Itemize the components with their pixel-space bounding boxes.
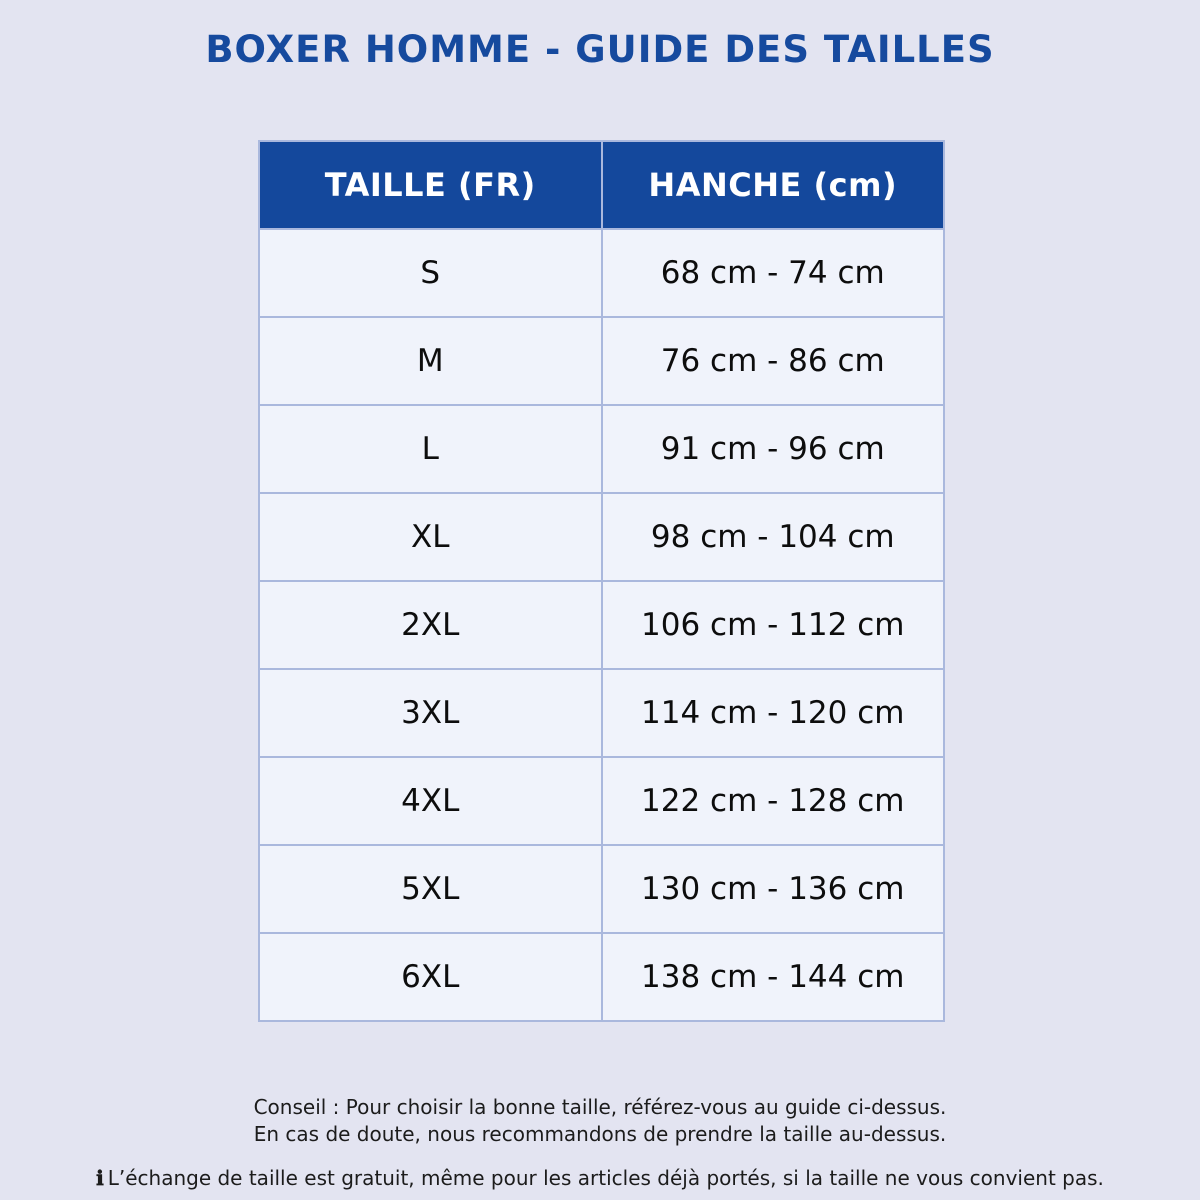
advice-line-2: En cas de doute, nous recommandons de prendre la taille au-dessus. xyxy=(253,1122,947,1146)
hip-cell: 68 cm - 74 cm xyxy=(602,229,945,317)
column-header-hip: HANCHE (cm) xyxy=(602,141,945,229)
advice-text xyxy=(0,1094,1200,1148)
table-row xyxy=(259,405,944,493)
info-icon: ℹ xyxy=(96,1166,104,1190)
table-row xyxy=(259,581,944,669)
hip-cell: 106 cm - 112 cm xyxy=(602,581,945,669)
table-header-row xyxy=(259,141,944,229)
table-row xyxy=(259,493,944,581)
hip-cell: 98 cm - 104 cm xyxy=(602,493,945,581)
hip-cell: 114 cm - 120 cm xyxy=(602,669,945,757)
table-row xyxy=(259,757,944,845)
footer-note-text: L’échange de taille est gratuit, même pour les articles déjà portés, si la taille ne vous convient pas. xyxy=(107,1166,1104,1190)
hip-cell: 138 cm - 144 cm xyxy=(602,933,945,1021)
size-cell: 3XL xyxy=(259,669,602,757)
table-row xyxy=(259,229,944,317)
size-guide-table xyxy=(258,140,945,1022)
footer-note xyxy=(0,1166,1200,1190)
size-cell: 6XL xyxy=(259,933,602,1021)
table-row xyxy=(259,669,944,757)
hip-cell: 91 cm - 96 cm xyxy=(602,405,945,493)
column-header-size: TAILLE (FR) xyxy=(259,141,602,229)
hip-cell: 122 cm - 128 cm xyxy=(602,757,945,845)
size-cell: 4XL xyxy=(259,757,602,845)
table-row xyxy=(259,933,944,1021)
hip-cell: 76 cm - 86 cm xyxy=(602,317,945,405)
size-cell: XL xyxy=(259,493,602,581)
table-row xyxy=(259,317,944,405)
size-cell: L xyxy=(259,405,602,493)
size-cell: 5XL xyxy=(259,845,602,933)
table-row xyxy=(259,845,944,933)
hip-cell: 130 cm - 136 cm xyxy=(602,845,945,933)
size-cell: 2XL xyxy=(259,581,602,669)
size-cell: M xyxy=(259,317,602,405)
size-cell: S xyxy=(259,229,602,317)
page-title: BOXER HOMME - GUIDE DES TAILLES xyxy=(205,28,995,71)
advice-line-1: Conseil : Pour choisir la bonne taille, référez-vous au guide ci-dessus. xyxy=(253,1095,947,1119)
